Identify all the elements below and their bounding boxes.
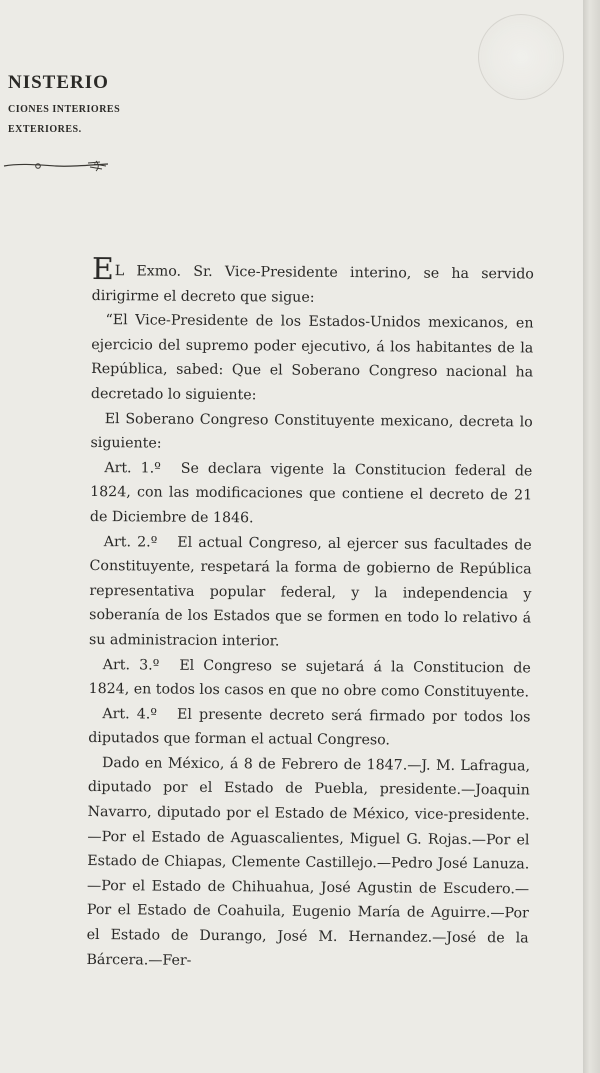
article-text: El actual Congreso, al ejercer sus facultades de Constituyente, respetará la forma de gobierno de República representativa popular federal, y la independencia y soberanía de los Estados que se formen en todo lo relativo á su administracion interior.	[88, 534, 532, 650]
signatures-paragraph: Dado en México, á 8 de Febrero de 1847.—J. M. Lafragua, diputado por el Estado de Puebla, presidente.—Joaquin Navarro, diputado por el Estado de México, vice-presidente.—Por el Estado de Aguascalientes, Miguel G. Rojas.—Por el Estado de Chiapas, Clemente Castillejo.—Pedro José Lanuza.—Por el Estado de Chihuahua, José Agustin de Escudero.—Por el Estado de Coahuila, Eugenio María de Aguirre.—Por el Estado de Durango, José M. Hernandez.—José de la Bárcera.—Fer-	[86, 754, 531, 969]
article-1	[90, 456, 533, 533]
congress-paragraph: El Soberano Congreso Constituyente mexicano, decreta lo siguiente:	[90, 410, 533, 452]
article-label: Art. 2.º	[103, 533, 158, 551]
quote-paragraph: “El Vice-Presidente de los Estados-Unidos mexicanos, en ejercicio del supremo poder ejecutivo, á los habitantes de la República, sabed: Que el Soberano Congreso nacional ha decretado lo siguiente:	[90, 312, 534, 404]
ornament-rule-icon	[0, 158, 112, 174]
ministry-subtitle: CIONES INTERIORES	[8, 104, 121, 115]
article-label: Art. 4.º	[102, 705, 158, 723]
ministry-header	[8, 72, 120, 135]
article-2	[89, 530, 532, 656]
decree-body	[86, 252, 534, 976]
article-text: El Congreso se sujetará á la Constitucion de 1824, en todos los casos en que no obre como Constituyente.	[88, 657, 531, 701]
page-edge	[583, 0, 600, 1073]
intro-text: L Exmo. Sr. Vice-Presidente interino, se ha servido dirigirme el decreto que sigue:	[91, 263, 534, 306]
drop-cap: E	[91, 252, 114, 288]
ministry-title: NISTERIO	[8, 72, 109, 93]
article-label: Art. 3.º	[102, 656, 160, 674]
article-4	[88, 702, 530, 755]
intro-paragraph	[91, 252, 534, 312]
article-text: El presente decreto será firmado por todos los diputados que forman el actual Congreso.	[88, 706, 531, 749]
ministry-subtitle-2: EXTERIORES.	[8, 124, 82, 135]
article-label: Art. 1.º	[104, 459, 161, 477]
article-3	[89, 652, 531, 705]
article-text: Se declara vigente la Constitucion federal de 1824, con las modificaciones que contiene el decreto de 21 de Diciembre de 1846.	[89, 460, 533, 527]
embossed-seal	[478, 14, 564, 100]
